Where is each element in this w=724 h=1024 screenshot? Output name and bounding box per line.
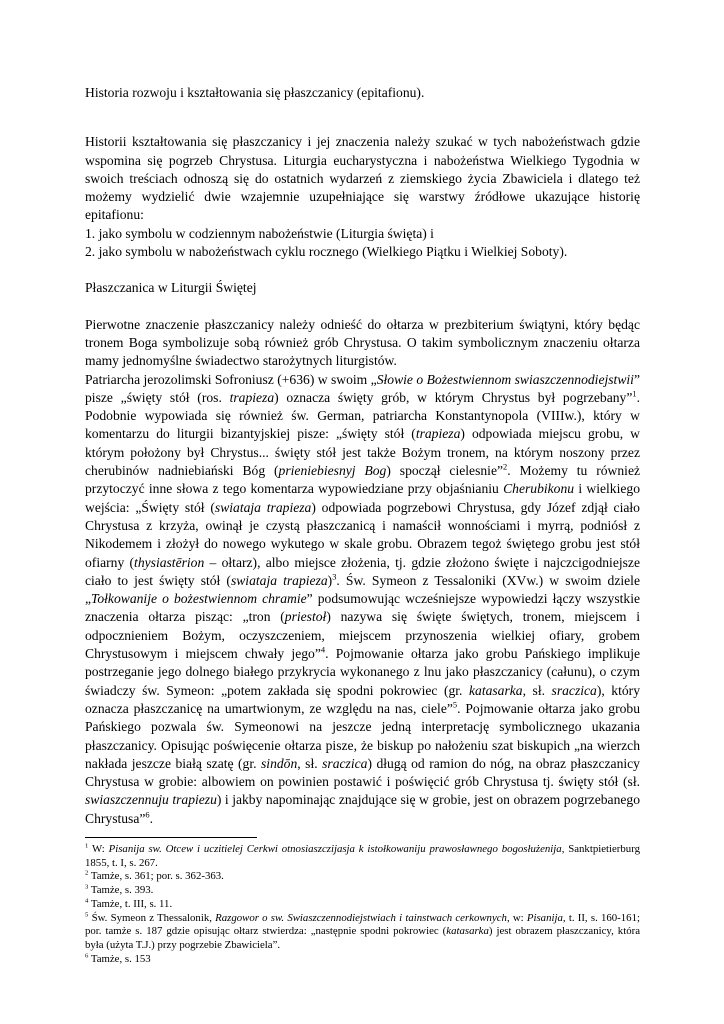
- footnote-text: Tamże, s. 361; por. s. 362-363.: [88, 870, 224, 883]
- footnote-number: 5: [85, 910, 89, 918]
- paragraph-intro: Historii kształtowania się płaszczanicy i jej znaczenia należy szukać w tych nabożeństwach gdzie wspomina się pogrzeb Chrystusa. Liturgia eucharystyczna i nabożeństwa Wielkiego Tygodnia w swoich treściach odnoszą się do ostatnich wydarzeń z ziemskiego życia Zbawiciela i dlatego też możemy wydzielić dwie wzajemnie uzupełniające się warstwy źródłowe ukazujące historię epitafionu:: [85, 134, 640, 223]
- footnote-5: [85, 912, 640, 953]
- footnote-number: 6: [85, 952, 89, 960]
- footnote-6: [85, 953, 640, 967]
- footnote-1: [85, 843, 640, 870]
- footnote-text: W: Pisanija sw. Otcew i uczitielej Cerkwi otnosiaszczijasja k istołkowaniju prawosławnego bogosłużenija, Sanktpietierburg 1855, t. I, s. 267.: [85, 842, 640, 869]
- list-item-2: 2. jako symbolu w nabożeństwach cyklu rocznego (Wielkiego Piątku i Wielkiej Soboty).: [85, 244, 568, 260]
- footnotes-section: [85, 837, 640, 966]
- list-item-1: 1. jako symbolu w codziennym nabożeństwie (Liturgia święta) i: [85, 225, 434, 241]
- footnote-number: 3: [85, 883, 89, 891]
- footnote-text: Tamże, t. III, s. 11.: [88, 897, 173, 910]
- footnote-number: 1: [85, 842, 89, 850]
- footnote-text: Tamże, s. 393.: [88, 884, 154, 897]
- footnote-text: Św. Symeon z Thessalonik, Razgowor o sw. Swiaszczennodiejstwiach i tainstwach cerkownych, w: Pisanija, t. II, s. 160-161; por. tamże s. 187 gdzie opisując ołtarz stwierdza: „następnie spodni pokrowiec (katasarka) jest obrazem płaszczanicy, która była (użyta T.J.) przy pogrzebie Zbawiciela”.: [85, 911, 640, 951]
- footnote-text: Tamże, s. 153: [88, 952, 151, 965]
- section-heading: Płaszczanica w Liturgii Świętej: [85, 280, 257, 296]
- footnote-2: [85, 870, 640, 884]
- footnote-3: [85, 884, 640, 898]
- paragraph-altar-meaning: Pierwotne znaczenie płaszczanicy należy odnieść do ołtarza w prezbiterium świątyni, który będąc tronem Boga symbolizuje sobą również grób Chrystusa. O takim symbolicznym znaczeniu ołtarza mamy jednomyślne świadectwo starożytnych liturgistów.: [85, 316, 640, 369]
- footnote-number: 2: [85, 869, 89, 877]
- footnote-number: 4: [85, 897, 89, 905]
- footnote-4: [85, 898, 640, 912]
- paragraph-patriarchs: Patriarcha jerozolimski Sofroniusz (+636) w swoim „Słowie o Bożestwiennom swiaszczennodiejstwii” pisze „święty stół (ros. trapieza) oznacza święty grób, w którym Chrystus był pogrzebany”$^1$. Podobnie wypowiada się również św. German, patriarcha Konstantynopola (VIIIw.), który w komentarzu do liturgii bizantyjskiej pisze: „święty stół (trapieza) odpowiada miejscu grobu, w którym położony był Chrystus... święty stół jest także Bożym tronem, na którym noszony przez cherubinów nadniebiański Bóg (prieniebiesnyj Bog) spoczął cielesnie”$^2$. Możemy tu również przytoczyć inne słowa z tego komentarza wypowiedziane przy objaśnianiu Cherubikonu i wielkiego wejścia: „Święty stół (swiataja trapieza) odpowiada pogrzebowi Chrystusa, gdy Józef zdjął ciało Chrystusa z krzyża, owinął je czystą płaszczanicą i namaścił wonnościami i myrrą, podniósł z Nikodemem i złożył do nowego wykutego w skale grobu. Obrazem tegoż świętego grobu jest stół ofiarny (thysiastērion – ołtarz), albo miejsce złożenia, tj. gdzie złożono święte i najczcigodniejsze ciało to jest święty stół (swiataja trapieza)$^3$. Św. Symeon z Tessaloniki (XVw.) w swoim dziele „Tołkowanije o bożestwiennom chramie” podsumowując wcześniejsze wypowiedzi łączy wszystkie znaczenia ołtarza pisząc: „tron (priestoł) nazywa się święte świętych, tronem, miejscem i odpocznieniem Bożym, oczyszczeniem, miejscem przynoszenia wielkiej ofiary, grobem Chrystusowym i miejscem chwały jego”$^4$. Pojmowanie ołtarza jako grobu Pańskiego implikuje postrzeganie jego dolnego białego przykrycia wykonanego z lnu jako płaszczanicy (całunu), o czym świadczy św. Symeon: „potem zakłada się spodni pokrowiec (gr. katasarka, sł. sraczica), który oznacza płaszczanicę na umartwionym, ze względu na nas, ciele”$^5$. Pojmowanie ołtarza jako grobu Pańskiego pozwala św. Symeonowi na jeszcze jedną interpretację symbolicznego ukazania płaszczanicy. Opisując poświęcenie ołtarza pisze, że biskup po nałożeniu szat biskupich „na wierzch nakłada jeszcze białą szatę (gr. sindōn, sł. sraczica) długą od ramion do nóg, na obraz płaszczanicy Chrystusa w grobie: albowiem on powinien postawić i poświęcić grób Chrystusa tj. święty stół (sł. swiaszczennuju trapiezu) i jakby napominając znajdujące się w grobie, jest on obrazem pogrzebanego Chrystusa”$^6$.: [85, 371, 641, 826]
- document-title: Historia rozwoju i kształtowania się płaszczanicy (epitafionu).: [85, 85, 425, 100]
- footnote-separator: [85, 837, 257, 838]
